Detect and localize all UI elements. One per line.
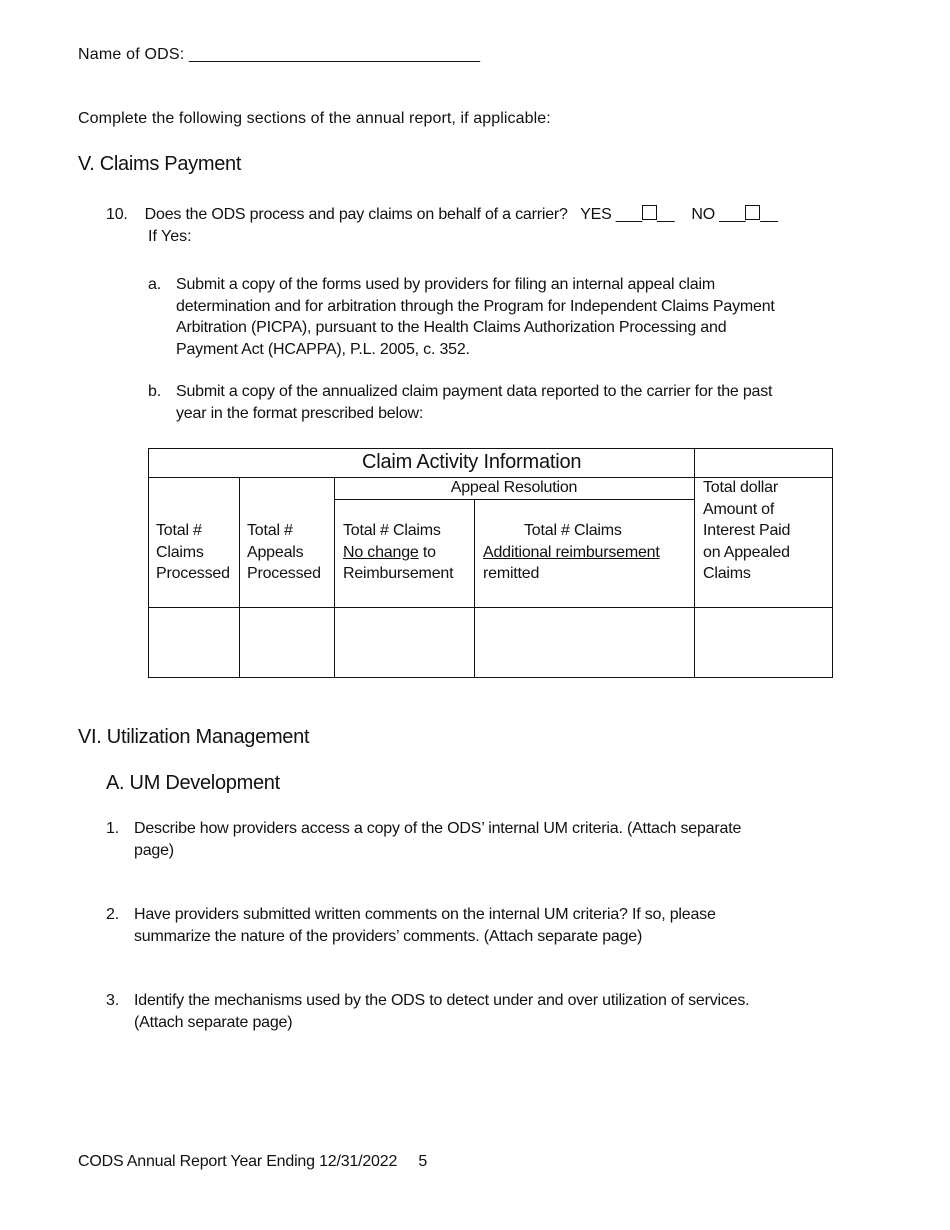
col-header-line [343, 542, 453, 564]
data-cell-claims-processed[interactable] [149, 608, 239, 677]
um-item-line: (Attach separate page) [134, 1013, 293, 1031]
um-item-2 [134, 904, 716, 947]
col-header-line: Total # [156, 522, 202, 539]
instructions-text: Complete the following sections of the annual report, if applicable: [78, 110, 551, 127]
data-cell-no-change[interactable] [335, 608, 474, 677]
no-answer[interactable] [719, 206, 778, 223]
um-item-number: 3. [106, 992, 119, 1009]
no-blank-post: __ [760, 206, 778, 223]
ods-name-blank[interactable]: ________________________________ [189, 46, 481, 63]
no-change-rest: to [418, 543, 436, 561]
ods-name-line[interactable] [78, 46, 480, 64]
col-header-line: Processed [156, 565, 230, 582]
no-blank-pre: ___ [719, 206, 746, 223]
table-rule-appeal [334, 499, 694, 500]
col-header-line: Claims [703, 565, 751, 582]
no-label: NO [691, 206, 715, 223]
table-border-right [832, 448, 833, 678]
data-cell-additional-reimbursement[interactable] [475, 608, 694, 677]
um-item-number: 1. [106, 820, 119, 837]
um-item-line: Identify the mechanisms used by the ODS to detect under and over utilization of services. [134, 992, 750, 1009]
col-header-line: Total # [247, 522, 293, 539]
appeal-resolution-header: Appeal Resolution [450, 479, 578, 496]
page-number: 5 [418, 1153, 428, 1170]
item-b-line: year in the format prescribed below: [176, 404, 424, 422]
col-header-line: Total dollar [703, 479, 778, 496]
yes-checkbox[interactable] [642, 205, 657, 220]
question-10-number: 10. [106, 206, 128, 223]
no-checkbox[interactable] [745, 205, 760, 220]
col-header-line: Claims [156, 543, 204, 561]
table-title: Claim Activity Information [362, 451, 582, 473]
item-b-line: Submit a copy of the annualized claim payment data reported to the carrier for the past [176, 383, 773, 400]
item-a-line: determination and for arbitration through the Program for Independent Claims Payment [176, 297, 775, 315]
if-yes-label: If Yes: [148, 228, 192, 245]
yes-answer[interactable] [616, 206, 675, 223]
um-development-title: A. UM Development [106, 772, 280, 794]
item-b-marker: b. [148, 383, 161, 400]
col-total-interest-paid [703, 477, 790, 585]
page-footer [78, 1153, 427, 1171]
table-border-top [148, 448, 833, 449]
item-a-line: Submit a copy of the forms used by providers for filing an internal appeal claim [176, 276, 715, 293]
um-item-1 [134, 818, 741, 861]
data-cell-appeals-processed[interactable] [240, 608, 334, 677]
col-additional-reimbursement [483, 520, 660, 585]
um-item-line: Have providers submitted written comments on the internal UM criteria? If so, please [134, 906, 716, 923]
col-header-line: Total # Claims [343, 522, 441, 539]
footer-text: CODS Annual Report Year Ending 12/31/2022 [78, 1153, 398, 1170]
question-10-text: Does the ODS process and pay claims on behalf of a carrier? [144, 206, 568, 223]
yes-blank-post: __ [656, 206, 675, 223]
section-vi-title: VI. Utilization Management [78, 726, 310, 748]
yes-label: YES [580, 206, 612, 223]
col-header-line: on Appealed [703, 543, 790, 561]
col-total-appeals-processed [247, 520, 321, 585]
question-10 [106, 205, 778, 224]
additional-reimbursement-underlined: Additional reimbursement [483, 543, 660, 561]
item-a-line: Arbitration (PICPA), pursuant to the Health Claims Authorization Processing and [176, 319, 727, 336]
item-a-text [176, 274, 775, 360]
ods-name-label: Name of ODS: [78, 46, 185, 63]
um-item-3 [134, 990, 749, 1033]
yes-blank-pre: ___ [615, 206, 642, 223]
um-item-line: Describe how providers access a copy of the ODS’ internal UM criteria. (Attach separate [134, 820, 742, 837]
item-b-text [176, 381, 772, 424]
um-item-line: summarize the nature of the providers’ comments. (Attach separate page) [134, 927, 643, 945]
um-item-line: page) [134, 841, 174, 859]
item-a-marker: a. [148, 276, 161, 293]
col-header-line: Reimbursement [343, 565, 454, 582]
no-change-underlined: No change [343, 543, 419, 561]
data-cell-interest-paid[interactable] [695, 608, 832, 677]
table-border-bottom [148, 677, 833, 678]
claim-activity-table [148, 448, 833, 678]
section-v-title: V. Claims Payment [78, 153, 242, 175]
item-a-line: Payment Act (HCAPPA), P.L. 2005, c. 352. [176, 340, 470, 358]
col-header-line: remitted [483, 565, 540, 582]
col-total-claims-processed [156, 520, 230, 585]
col-header-line: Amount of [703, 500, 775, 518]
um-item-number: 2. [106, 906, 119, 923]
col-header-line: Appeals [247, 543, 304, 561]
col-header-line: Interest Paid [703, 522, 791, 539]
col-header-line: Processed [247, 565, 321, 582]
col-header-line: Total # Claims [524, 522, 622, 539]
col-no-change-reimbursement [343, 520, 453, 585]
